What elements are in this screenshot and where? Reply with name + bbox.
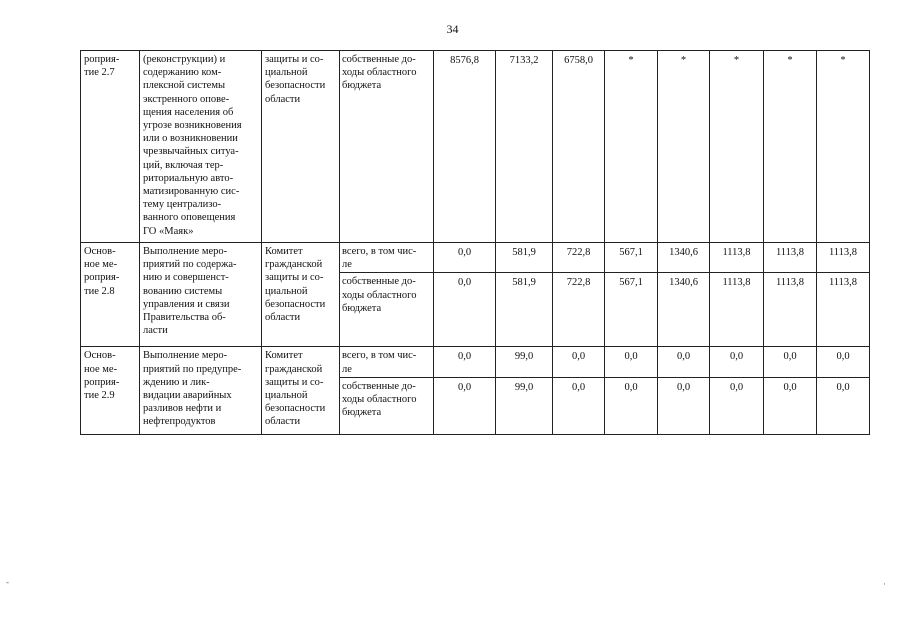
value-cell: 1340,6 [658, 273, 710, 347]
measure-name-cell: Выполнение меро- приятий по предупре- ждению и лик- видации аварийных разливов нефти и нефтепродуктов [140, 347, 262, 434]
value-cell: 0,0 [817, 347, 870, 377]
value-cell: 0,0 [817, 377, 870, 434]
value-cell: 0,0 [434, 273, 496, 347]
value-cell: 99,0 [496, 377, 553, 434]
value-cell: 1113,8 [817, 243, 870, 273]
page-number: 34 [446, 22, 459, 36]
value-cell: 0,0 [605, 377, 658, 434]
executor-cell: Комитет гражданской защиты и со- циальной безопасности области [262, 243, 340, 347]
value-cell: 722,8 [553, 273, 605, 347]
funding-source-cell: собственные до- ходы областного бюджета [340, 377, 434, 434]
table-row [81, 347, 870, 377]
table-body [81, 51, 870, 435]
value-cell: 0,0 [710, 377, 764, 434]
measure-cell: Основ- ное ме- роприя- тие 2.8 [81, 243, 140, 347]
table-row [81, 243, 870, 273]
value-cell: 0,0 [434, 377, 496, 434]
funding-source-cell: всего, в том чис- ле [340, 347, 434, 377]
value-cell: 0,0 [553, 347, 605, 377]
budget-table [80, 50, 870, 435]
value-cell: 1340,6 [658, 243, 710, 273]
value-cell: 0,0 [605, 347, 658, 377]
value-cell: 567,1 [605, 243, 658, 273]
value-cell: 0,0 [764, 347, 817, 377]
value-cell: 8576,8 [434, 51, 496, 243]
measure-name-cell: Выполнение меро- приятий по содержа- нию и совершенст- вованию системы управления и связи Правительства об- ласти [140, 243, 262, 347]
value-cell: * [817, 51, 870, 243]
value-cell: 1113,8 [710, 273, 764, 347]
value-cell: 722,8 [553, 243, 605, 273]
value-cell: 0,0 [434, 347, 496, 377]
funding-source-cell: собственные до- ходы областного бюджета [340, 51, 434, 243]
table-row [81, 51, 870, 243]
value-cell: 1113,8 [764, 243, 817, 273]
value-cell: 0,0 [658, 347, 710, 377]
value-cell: 1113,8 [817, 273, 870, 347]
funding-source-cell: собственные до- ходы областного бюджета [340, 273, 434, 347]
value-cell: 0,0 [764, 377, 817, 434]
value-cell: 581,9 [496, 273, 553, 347]
scan-mark-right: · [883, 579, 886, 589]
measure-name-cell: (реконструкции) и содержанию ком- плексной системы экстренного опове- щения населения об угрозе возникновения или о возникновении чрезвычайных ситуа- ций, включая тер- риториальную авто- матизированную сис- тему централизо- ванного оповещения ГО «Маяк» [140, 51, 262, 243]
value-cell: 1113,8 [764, 273, 817, 347]
value-cell: * [710, 51, 764, 243]
value-cell: 567,1 [605, 273, 658, 347]
measure-cell: роприя- тие 2.7 [81, 51, 140, 243]
executor-cell: Комитет гражданской защиты и со- циальной безопасности области [262, 347, 340, 434]
value-cell: 99,0 [496, 347, 553, 377]
value-cell: * [658, 51, 710, 243]
value-cell: * [605, 51, 658, 243]
measure-cell: Основ- ное ме- роприя- тие 2.9 [81, 347, 140, 434]
value-cell: 6758,0 [553, 51, 605, 243]
value-cell: 7133,2 [496, 51, 553, 243]
value-cell: 581,9 [496, 243, 553, 273]
value-cell: 0,0 [710, 347, 764, 377]
value-cell: 0,0 [553, 377, 605, 434]
executor-cell: защиты и со- циальной безопасности области [262, 51, 340, 243]
value-cell: 0,0 [658, 377, 710, 434]
funding-source-cell: всего, в том чис- ле [340, 243, 434, 273]
value-cell: 1113,8 [710, 243, 764, 273]
scan-mark-left: - [6, 577, 9, 587]
value-cell: * [764, 51, 817, 243]
value-cell: 0,0 [434, 243, 496, 273]
